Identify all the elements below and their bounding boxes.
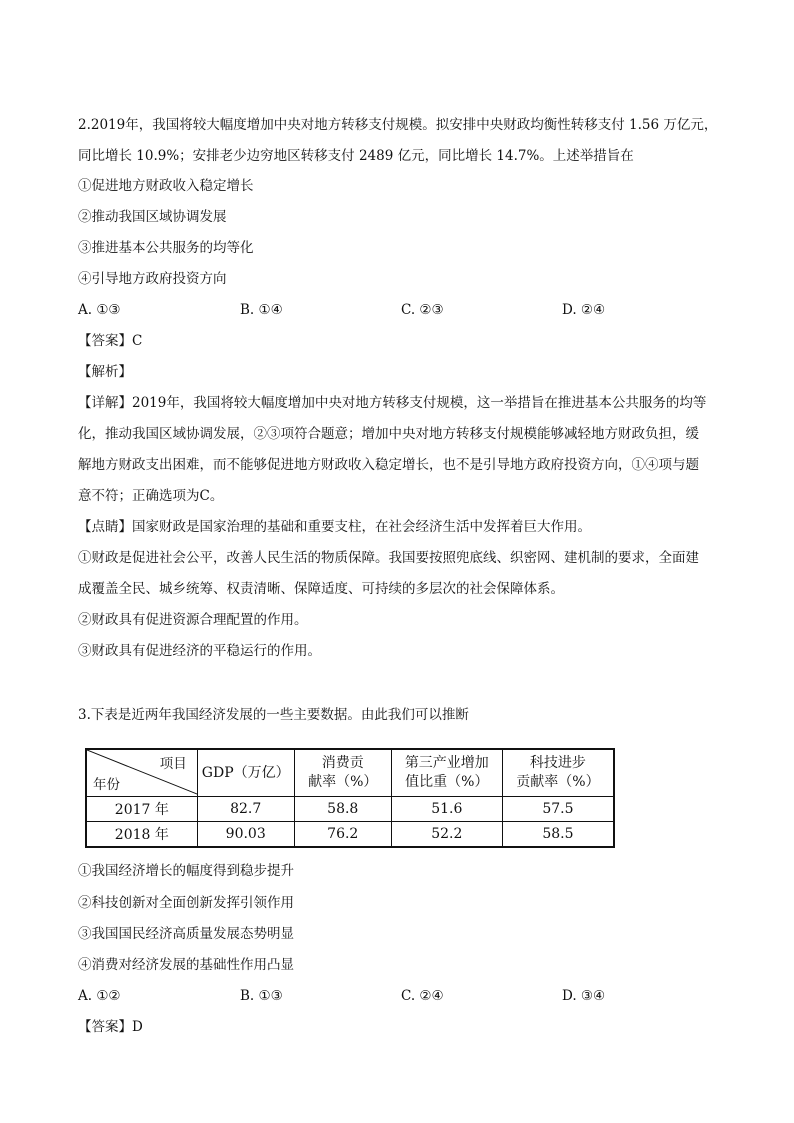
table-cell: 76.2 xyxy=(294,822,391,848)
q3-stem: 3.下表是近两年我国经济发展的一些主要数据。由此我们可以推断 xyxy=(78,707,469,723)
q3-item-1: ①我国经济增长的幅度得到稳步提升 xyxy=(78,863,294,879)
table-cell: 58.5 xyxy=(502,822,614,848)
q2-tips-line: ③财政具有促进经济的平稳运行的作用。 xyxy=(78,643,321,659)
q3-option-b: B. ①③ xyxy=(240,988,283,1004)
q2-tips-line: 【点睛】国家财政是国家治理的基础和重要支柱，在社会经济生活中发挥着巨大作用。 xyxy=(78,519,591,535)
q2-item-1: ①促进地方财政收入稳定增长 xyxy=(78,178,254,194)
table-cell: 2018 年 xyxy=(86,822,197,848)
q2-stem-line1: 2.2019年，我国将较大幅度增加中央对地方转移支付规模。拟安排中央财政均衡性转移支付 1.56 万亿元， xyxy=(78,117,718,133)
q3-option-c: C. ②④ xyxy=(401,988,444,1004)
q2-answer: 【答案】C xyxy=(78,333,143,349)
q2-detail-line: 意不符；正确选项为C。 xyxy=(78,488,224,504)
table-row xyxy=(86,797,614,822)
q2-tips-line: ①财政是促进社会公平，改善人民生活的物质保障。我国要按照兜底线、织密网、建机制的要求，全面建 xyxy=(78,550,699,566)
q2-item-3: ③推进基本公共服务的均等化 xyxy=(78,240,254,256)
economic-data-table xyxy=(85,748,615,848)
table-corner-cell xyxy=(86,749,197,797)
header-consumption-rate: 消费贡 献率（%） xyxy=(294,749,391,797)
q2-detail-line: 化，推动我国区域协调发展，②③项符合题意；增加中央对地方转移支付规模能够减轻地方财政负担，缓 xyxy=(78,426,699,442)
q2-tips-line: 成覆盖全民、城乡统筹、权责清晰、保障适度、可持续的多层次的社会保障体系。 xyxy=(78,581,564,597)
table-cell: 52.2 xyxy=(391,822,502,848)
q2-detail-line: 解地方财政支出困难，而不能够促进地方财政收入稳定增长，也不是引导地方政府投资方向，①④项与题 xyxy=(78,457,699,473)
q2-detail-line: 【详解】2019年，我国将较大幅度增加中央对地方转移支付规模，这一举措旨在推进基本公共服务的均等 xyxy=(78,395,707,411)
q2-item-2: ②推动我国区域协调发展 xyxy=(78,209,227,225)
table-cell: 90.03 xyxy=(197,822,294,848)
q2-option-d: D. ②④ xyxy=(562,302,606,318)
table-cell: 51.6 xyxy=(391,797,502,822)
q2-option-b: B. ①④ xyxy=(240,302,283,318)
q2-stem-line2: 同比增长 10.9%；安排老少边穷地区转移支付 2489 亿元，同比增长 14.7%。上述举措旨在 xyxy=(78,148,634,164)
q3-option-d: D. ③④ xyxy=(562,988,606,1004)
q2-tips-line: ②财政具有促进资源合理配置的作用。 xyxy=(78,612,308,628)
q2-analysis-title: 【解析】 xyxy=(78,364,132,380)
table-cell: 57.5 xyxy=(502,797,614,822)
corner-label-year: 年份 xyxy=(93,777,120,793)
header-tertiary-share: 第三产业增加 值比重（%） xyxy=(391,749,502,797)
header-tech-contribution: 科技进步 贡献率（%） xyxy=(502,749,614,797)
q3-answer: 【答案】D xyxy=(78,1019,143,1035)
header-gdp: GDP（万亿） xyxy=(197,749,294,797)
corner-label-item: 项目 xyxy=(159,756,187,772)
table-row xyxy=(86,822,614,848)
q2-item-4: ④引导地方政府投资方向 xyxy=(78,271,227,287)
table-cell: 2017 年 xyxy=(86,797,197,822)
q3-option-a: A. ①② xyxy=(78,988,121,1004)
q3-item-3: ③我国国民经济高质量发展态势明显 xyxy=(78,926,294,942)
q2-option-c: C. ②③ xyxy=(401,302,444,318)
q3-item-2: ②科技创新对全面创新发挥引领作用 xyxy=(78,895,294,911)
q3-item-4: ④消费对经济发展的基础性作用凸显 xyxy=(78,957,294,973)
table-header-row xyxy=(86,749,614,797)
table-cell: 58.8 xyxy=(294,797,391,822)
q2-option-a: A. ①③ xyxy=(78,302,121,318)
table-cell: 82.7 xyxy=(197,797,294,822)
